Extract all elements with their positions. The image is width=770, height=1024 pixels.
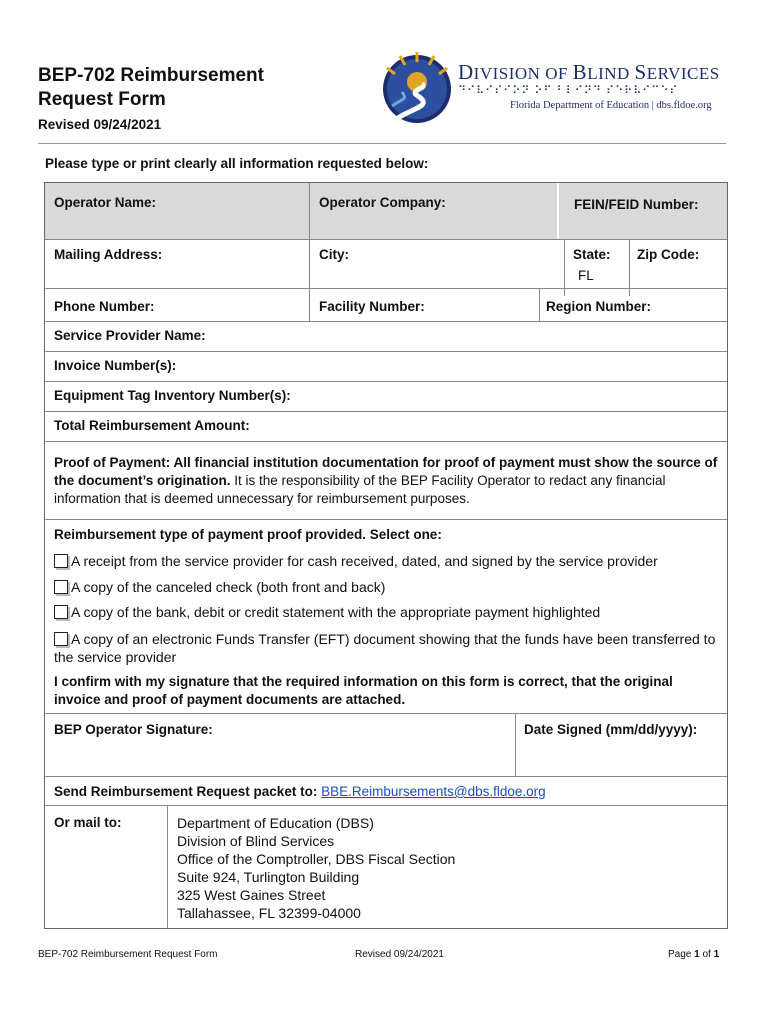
phone-label: Phone Number: <box>54 299 155 314</box>
state-value[interactable]: FL <box>578 268 594 283</box>
invoice-label: Invoice Number(s): <box>54 358 177 373</box>
option-canceled-check[interactable]: A copy of the canceled check (both front and back) <box>54 579 385 595</box>
address-line: Department of Education (DBS) <box>177 815 374 831</box>
operator-signature-label: BEP Operator Signature: <box>54 722 213 737</box>
confirmation-statement: I confirm with my signature that the required information on this form is correct, that the original invoice and proof of payment documents are attached. <box>54 674 673 707</box>
operator-name-label: Operator Name: <box>54 195 157 210</box>
address-line: 325 West Gaines Street <box>177 887 326 903</box>
state-label: State: <box>573 247 611 262</box>
checkbox-receipt[interactable] <box>54 554 68 568</box>
dbs-logo <box>378 48 723 130</box>
sun-river-emblem-icon <box>378 48 456 130</box>
region-label: Region Number: <box>546 299 652 314</box>
date-signed-label: Date Signed (mm/dd/yyyy): <box>524 722 698 737</box>
title-line-2: Request Form <box>38 89 166 110</box>
footer-revised: Revised 09/24/2021 <box>355 949 444 960</box>
logo-braille: ⠙⠊⠧⠊⠎⠊⠕⠝ ⠕⠋ ⠃⠇⠊⠝⠙ ⠎⠑⠗⠧⠊⠉⠑⠎ <box>458 85 679 97</box>
checkbox-canceled-check[interactable] <box>54 580 68 594</box>
instructions: Please type or print clearly all information requested below: <box>45 156 429 171</box>
address-line: Suite 924, Turlington Building <box>177 869 360 885</box>
service-provider-label: Service Provider Name: <box>54 328 206 343</box>
revised-date: Revised 09/24/2021 <box>38 117 162 132</box>
option-receipt[interactable]: A receipt from the service provider for cash received, dated, and signed by the service provider <box>54 553 658 569</box>
proof-normal: It is the responsibility of the BEP Facility Operator to redact any financial information that is deemed unnecessary for reimbursement purposes. <box>54 473 666 506</box>
title-line-1: BEP-702 Reimbursement <box>38 65 264 86</box>
address-line: Tallahassee, FL 32399-04000 <box>177 905 361 921</box>
email-link[interactable]: BBE.Reimbursements@dbs.fldoe.org <box>321 784 546 799</box>
logo-department: Florida Department of Education | dbs.fldoe.org <box>510 100 712 111</box>
reimbursement-heading: Reimbursement type of payment proof provided. Select one: <box>54 527 442 542</box>
logo-wordmark: DIVISION OF BLIND SERVICES <box>458 60 720 84</box>
mailing-address-block <box>177 814 455 922</box>
reimbursement-form <box>44 182 728 929</box>
city-label: City: <box>319 247 349 262</box>
equipment-label: Equipment Tag Inventory Number(s): <box>54 388 291 403</box>
proof-of-payment <box>54 454 718 508</box>
footer-page: Page 1 of 1 <box>668 949 720 960</box>
facility-label: Facility Number: <box>319 299 425 314</box>
checkbox-bank-statement[interactable] <box>54 605 68 619</box>
address-line: Division of Blind Services <box>177 833 335 849</box>
form-title <box>38 64 338 112</box>
header-divider <box>38 143 726 144</box>
option-bank-statement[interactable]: A copy of the bank, debit or credit statement with the appropriate payment highlighted <box>54 604 600 620</box>
address-line: Office of the Comptroller, DBS Fiscal Section <box>177 851 456 867</box>
total-label: Total Reimbursement Amount: <box>54 418 250 433</box>
zip-label: Zip Code: <box>637 247 700 262</box>
fein-label: FEIN/FEID Number: <box>574 197 699 212</box>
proof-bold: Proof of Payment: All financial institution documentation for proof of payment must show the source of the document’s origination. <box>54 455 718 488</box>
footer-form-name: BEP-702 Reimbursement Request Form <box>38 949 218 960</box>
checkbox-eft[interactable] <box>54 632 68 646</box>
send-line <box>54 784 546 799</box>
operator-company-label: Operator Company: <box>319 195 446 210</box>
option-eft[interactable]: A copy of an electronic Funds Transfer (EFT) document showing that the funds have been transferred to the service provider <box>54 631 716 665</box>
send-label: Send Reimbursement Request packet to: <box>54 784 322 799</box>
mailing-address-label: Mailing Address: <box>54 247 163 262</box>
mail-label: Or mail to: <box>54 815 122 830</box>
